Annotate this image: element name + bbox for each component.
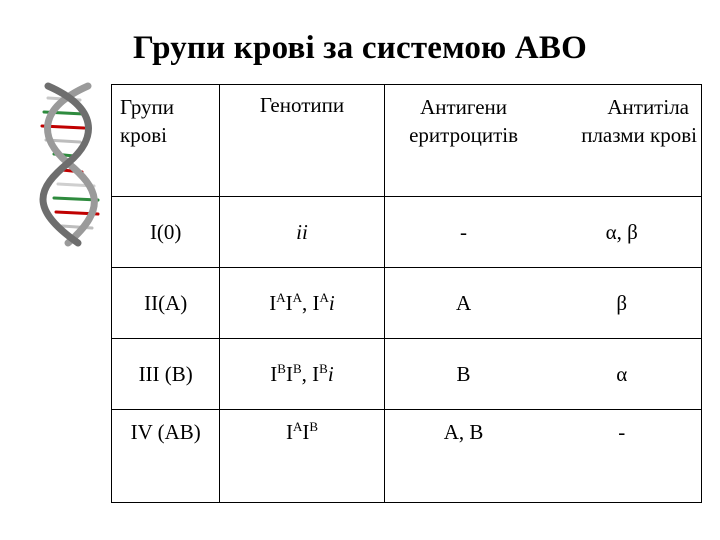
antigen-cell: A [384, 268, 542, 339]
genotype-cell: $I^AI^A$, $I^Ai$ [220, 268, 384, 339]
header-antigens [384, 85, 542, 197]
header-groups-line1: Групи [120, 95, 175, 119]
header-groups-line2: крові [120, 123, 167, 147]
header-blood-groups [112, 85, 220, 197]
table-row [112, 339, 702, 410]
header-antibodies-line2: плазми крові [581, 123, 697, 147]
table-row [112, 197, 702, 268]
header-antibodies [543, 85, 702, 197]
header-antibodies-line1: Антитіла [607, 95, 689, 119]
table-header-row [112, 85, 702, 197]
table-row [112, 410, 702, 503]
antibody-cell: α [543, 339, 702, 410]
table-row [112, 268, 702, 339]
antibody-cell: β [543, 268, 702, 339]
antibody-cell: α, β [543, 197, 702, 268]
header-antigens-line2: еритроцитів [409, 123, 518, 147]
blood-groups-table [111, 84, 702, 503]
header-antigens-line1: Антигени [420, 95, 508, 119]
antigen-cell: A, B [384, 410, 542, 503]
genotype-cell: ii [220, 197, 384, 268]
blood-group-cell: III (B) [112, 339, 220, 410]
header-genotypes: Генотипи [220, 85, 384, 197]
blood-group-cell: I(0) [112, 197, 220, 268]
antigen-cell: - [384, 197, 542, 268]
antibody-cell: - [543, 410, 702, 503]
genotype-cell: $I^BI^B$, $I^Bi$ [220, 339, 384, 410]
genotype-cell: $I^AI^B$ [220, 410, 384, 503]
page-title: Групи крові за системою АВО [133, 30, 587, 66]
antigen-cell: B [384, 339, 542, 410]
blood-group-cell: II(A) [112, 268, 220, 339]
blood-group-cell: IV (AB) [112, 410, 220, 503]
